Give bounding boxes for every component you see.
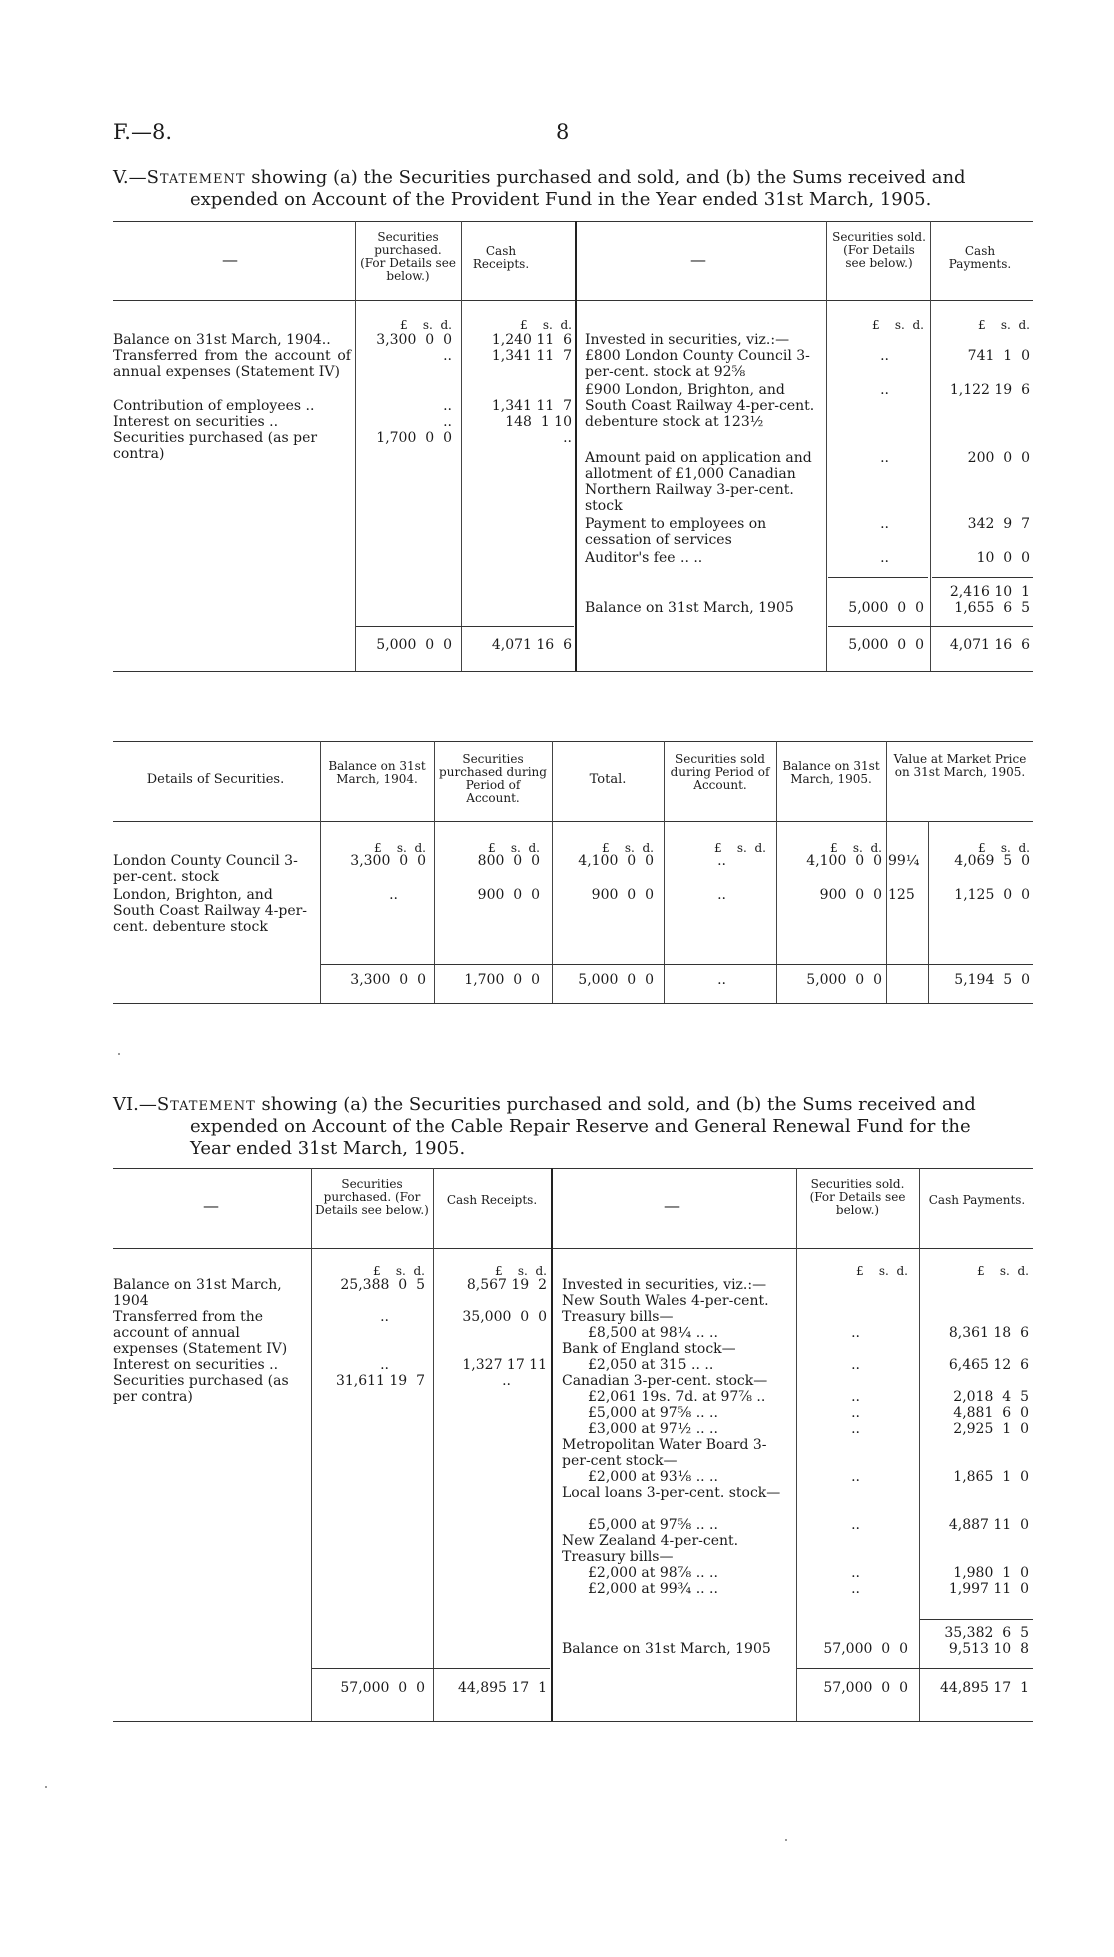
payment-label: Local loans 3-per-cent. stock— xyxy=(562,1485,781,1501)
cash-payments-value: 2,018 4 5 xyxy=(953,1389,1029,1405)
units-label: £ s. d. xyxy=(374,841,426,855)
total-securities-purchased: 5,000 0 0 xyxy=(376,637,452,653)
column-header-dash: — xyxy=(203,1196,219,1215)
top-rule xyxy=(113,741,1033,742)
securities-purchased-value: .. xyxy=(380,1309,389,1325)
securities-sold-value: .. xyxy=(851,1565,860,1581)
total-rule xyxy=(828,626,1033,627)
units-label: £ s. d. xyxy=(714,841,766,855)
statement-vi-title-line2: expended on Account of the Cable Repair Reserve and General Renewal Fund for the xyxy=(190,1116,971,1137)
column-header-dash: — xyxy=(664,1196,680,1215)
units-label: £ s. d. xyxy=(602,841,654,855)
cash-payments-value: 10 0 0 xyxy=(976,550,1030,566)
column-header-securities-sold: Securities sold. (For Details see below.) xyxy=(809,1177,906,1217)
securities-sold-value: .. xyxy=(880,450,889,466)
column-header-securities-purchased: Securities purchased. (For Details see below.) xyxy=(315,1177,429,1217)
sold-value: .. xyxy=(717,887,726,903)
header-rule xyxy=(113,300,1033,301)
title-lead: V.— xyxy=(113,167,147,188)
cash-payments-value: 1,997 11 0 xyxy=(948,1581,1029,1597)
units-label: £ s. d. xyxy=(872,318,924,332)
column-header-purchased: Securities purchased during Period of Account. xyxy=(439,752,547,805)
balance-securities-sold: 5,000 0 0 xyxy=(848,600,924,616)
units-label: £ s. d. xyxy=(400,318,452,332)
payment-label: £900 London, Brighton, and South Coast Railway 4-per-cent. debenture stock at 123½ xyxy=(585,382,815,430)
balance-cash-payments: 1,655 6 5 xyxy=(954,600,1030,616)
receipt-label: Transferred from the account of annual expenses (Statement IV) xyxy=(113,348,351,380)
market-value: 4,069 5 0 xyxy=(954,853,1030,869)
payment-label: £2,061 19s. 7d. at 97⅞ .. xyxy=(588,1389,766,1405)
scan-speck xyxy=(45,1786,47,1788)
securities-purchased-value: .. xyxy=(443,348,452,364)
units-label: £ s. d. xyxy=(978,318,1030,332)
receipt-label: Balance on 31st March, 1904.. xyxy=(113,332,331,348)
col-divider xyxy=(461,221,462,671)
statement-v-title xyxy=(113,168,1033,188)
cash-payments-value: 741 1 0 xyxy=(967,348,1030,364)
total-balance-1904: 3,300 0 0 xyxy=(350,972,426,988)
column-header-market-value: Value at Market Price on 31st March, 1905. xyxy=(893,752,1027,779)
top-rule xyxy=(113,1168,1033,1169)
total-rule xyxy=(312,1668,550,1669)
securities-sold-value: .. xyxy=(880,348,889,364)
column-header-balance-1905: Balance on 31st March, 1905. xyxy=(782,759,880,786)
total-cash-receipts: 44,895 17 1 xyxy=(457,1680,547,1696)
securities-purchased-value: 31,611 19 7 xyxy=(335,1373,425,1389)
cash-payments-value: 1,122 19 6 xyxy=(949,382,1030,398)
payment-label: £2,000 at 98⅞ .. .. xyxy=(588,1565,718,1581)
statement-v-title-line2: expended on Account of the Provident Fund in the Year ended 31st March, 1905. xyxy=(190,189,932,210)
cash-receipts-value: 1,327 17 11 xyxy=(462,1357,547,1373)
col-divider xyxy=(928,821,929,1003)
column-header-sold: Securities sold during Period of Account. xyxy=(670,752,770,792)
total-value: 900 0 0 xyxy=(591,887,654,903)
market-price: 125 xyxy=(888,887,915,903)
security-label: London County Council 3-per-cent. stock xyxy=(113,853,298,885)
title-text: showing (a) the Securities purchased and sold, and (b) the Sums received and xyxy=(255,1094,976,1115)
cash-payments-value: 200 0 0 xyxy=(967,450,1030,466)
column-header-balance-1904: Balance on 31st March, 1904. xyxy=(328,759,426,786)
col-divider xyxy=(355,221,356,671)
payment-label: Amount paid on application and allotment of £1,000 Canadian Northern Railway 3-per-cent. stock xyxy=(585,450,812,514)
cash-receipts-value: 1,240 11 6 xyxy=(491,332,572,348)
securities-purchased-value: 25,388 0 5 xyxy=(340,1277,425,1293)
top-rule xyxy=(113,221,1033,222)
cash-payments-value: 8,361 18 6 xyxy=(948,1325,1029,1341)
subtotal-rule xyxy=(920,1619,1033,1620)
balance-cash-payments: 9,513 10 8 xyxy=(948,1641,1029,1657)
payment-label: £2,000 at 93⅛ .. .. xyxy=(588,1469,718,1485)
total-cash-payments: 44,895 17 1 xyxy=(939,1680,1029,1696)
scan-speck xyxy=(118,1053,120,1055)
column-header-cash-payments: Cash Payments. xyxy=(948,244,1012,271)
cash-payments-value: 4,887 11 0 xyxy=(948,1517,1029,1533)
receipt-label: Securities purchased (as per contra) xyxy=(113,430,318,462)
header-rule xyxy=(113,1248,1033,1249)
securities-sold-value: .. xyxy=(851,1405,860,1421)
page-number: 8 xyxy=(556,120,570,144)
col-divider xyxy=(930,221,931,671)
scan-speck xyxy=(785,1839,787,1841)
balance-1904-value: .. xyxy=(389,887,398,903)
receipt-label: Interest on securities .. xyxy=(113,414,279,430)
payment-label: £8,500 at 98¼ .. .. xyxy=(588,1325,718,1341)
cash-receipts-value: 35,000 0 0 xyxy=(462,1309,547,1325)
statement-vi-title-line3: Year ended 31st March, 1905. xyxy=(190,1138,466,1159)
bottom-rule xyxy=(113,671,1033,672)
cash-receipts-value: .. xyxy=(563,430,572,446)
payment-label: Metropolitan Water Board 3-per-cent stock— xyxy=(562,1437,767,1469)
balance-securities-sold: 57,000 0 0 xyxy=(823,1641,908,1657)
cash-receipts-value: 148 1 10 xyxy=(505,414,572,430)
total-value: 4,100 0 0 xyxy=(578,853,654,869)
col-divider xyxy=(433,1168,434,1721)
receipt-label: Transferred from the account of annual expenses (Statement IV) xyxy=(113,1309,288,1357)
column-header-securities-purchased: Securities purchased. (For Details see below.) xyxy=(360,230,456,283)
purchased-value: 800 0 0 xyxy=(477,853,540,869)
cash-receipts-value: 8,567 19 2 xyxy=(466,1277,547,1293)
market-value: 1,125 0 0 xyxy=(954,887,1030,903)
center-divider xyxy=(575,221,577,671)
total-rule xyxy=(797,1668,1033,1669)
securities-sold-value: .. xyxy=(851,1421,860,1437)
bottom-rule xyxy=(113,1721,1033,1722)
units-label: £ s. d. xyxy=(373,1264,425,1278)
securities-sold-value: .. xyxy=(851,1581,860,1597)
securities-purchased-value: .. xyxy=(443,414,452,430)
payment-label: Auditor's fee .. .. xyxy=(585,550,703,566)
total-securities-sold: 57,000 0 0 xyxy=(823,1680,908,1696)
receipt-label: Securities purchased (as per contra) xyxy=(113,1373,289,1405)
bottom-rule xyxy=(113,1003,1033,1004)
title-lead: VI.— xyxy=(113,1094,157,1115)
cash-payments-subtotal: 2,416 10 1 xyxy=(949,584,1030,600)
securities-sold-value: .. xyxy=(880,516,889,532)
units-label: £ s. d. xyxy=(978,841,1030,855)
col-divider xyxy=(796,1168,797,1721)
column-header-cash-payments: Cash Payments. xyxy=(928,1193,1026,1207)
cash-payments-value: 1,865 1 0 xyxy=(953,1469,1029,1485)
column-header-total: Total. xyxy=(589,772,627,787)
units-label: £ s. d. xyxy=(977,1264,1029,1278)
payment-label: Invested in securities, viz.:— xyxy=(562,1277,767,1293)
payment-label: £800 London County Council 3-per-cent. stock at 92⅝ xyxy=(585,348,810,380)
purchased-value: 900 0 0 xyxy=(477,887,540,903)
total-rule xyxy=(356,626,574,627)
cash-payments-value: 4,881 6 0 xyxy=(953,1405,1029,1421)
total-securities-purchased: 57,000 0 0 xyxy=(340,1680,425,1696)
cash-receipts-value: 1,341 11 7 xyxy=(491,398,572,414)
securities-purchased-value: 3,300 0 0 xyxy=(376,332,452,348)
security-label: London, Brighton, and South Coast Railway 4-per-cent. debenture stock xyxy=(113,887,308,935)
securities-purchased-value: 1,700 0 0 xyxy=(376,430,452,446)
securities-sold-value: .. xyxy=(851,1357,860,1373)
payment-label: New South Wales 4-per-cent. Treasury bills— xyxy=(562,1293,769,1325)
total-rule xyxy=(321,964,1033,965)
payment-label: Bank of England stock— xyxy=(562,1341,736,1357)
cash-payments-value: 342 9 7 xyxy=(967,516,1030,532)
cash-receipts-value: .. xyxy=(502,1373,511,1389)
column-header-dash: — xyxy=(222,250,238,269)
balance-1905-value: 4,100 0 0 xyxy=(806,853,882,869)
subtotal-rule xyxy=(828,577,928,578)
securities-sold-value: .. xyxy=(851,1325,860,1341)
title-keyword: Statement xyxy=(146,167,246,188)
payment-label: £3,000 at 97½ .. .. xyxy=(588,1421,718,1437)
cash-payments-value: 1,980 1 0 xyxy=(953,1565,1029,1581)
units-label: £ s. d. xyxy=(488,841,540,855)
total-cash-receipts: 4,071 16 6 xyxy=(491,637,572,653)
receipt-label: Interest on securities .. xyxy=(113,1357,279,1373)
column-header-details: Details of Securities. xyxy=(146,772,285,787)
cash-payments-subtotal: 35,382 6 5 xyxy=(944,1625,1029,1641)
units-label: £ s. d. xyxy=(856,1264,908,1278)
total-cash-payments: 4,071 16 6 xyxy=(949,637,1030,653)
column-header-cash-receipts: Cash Receipts. xyxy=(472,244,530,271)
units-label: £ s. d. xyxy=(495,1264,547,1278)
receipt-label: Contribution of employees .. xyxy=(113,398,315,414)
cash-payments-value: 6,465 12 6 xyxy=(948,1357,1029,1373)
column-header-cash-receipts: Cash Receipts. xyxy=(446,1193,538,1207)
payment-label: Payment to employees on cessation of services xyxy=(585,516,767,548)
payment-label: £2,050 at 315 .. .. xyxy=(588,1357,714,1373)
col-divider xyxy=(826,221,827,671)
securities-sold-value: .. xyxy=(880,550,889,566)
securities-sold-value: .. xyxy=(851,1517,860,1533)
column-header-dash: — xyxy=(690,250,706,269)
column-header-securities-sold: Securities sold. (For Details see below.) xyxy=(832,230,926,270)
col-divider xyxy=(311,1168,312,1721)
securities-sold-value: .. xyxy=(880,382,889,398)
units-label: £ s. d. xyxy=(830,841,882,855)
center-divider xyxy=(551,1168,553,1721)
col-divider xyxy=(919,1168,920,1721)
units-label: £ s. d. xyxy=(520,318,572,332)
securities-sold-value: .. xyxy=(851,1469,860,1485)
total-securities-sold: 5,000 0 0 xyxy=(848,637,924,653)
balance-label: Balance on 31st March, 1905 xyxy=(562,1641,771,1657)
statement-vi-title xyxy=(113,1095,1033,1115)
header-rule xyxy=(113,821,1033,822)
subtotal-rule xyxy=(932,577,1033,578)
receipt-label: Balance on 31st March, 1904 xyxy=(113,1277,282,1309)
securities-sold-value: .. xyxy=(851,1389,860,1405)
market-price: 99¼ xyxy=(888,853,920,869)
document-reference: F.—8. xyxy=(113,120,173,144)
balance-label: Balance on 31st March, 1905 xyxy=(585,600,794,616)
total-purchased: 1,700 0 0 xyxy=(464,972,540,988)
cash-payments-value: 2,925 1 0 xyxy=(953,1421,1029,1437)
balance-1904-value: 3,300 0 0 xyxy=(350,853,426,869)
balance-1905-value: 900 0 0 xyxy=(819,887,882,903)
payment-label: £5,000 at 97⅝ .. .. xyxy=(588,1517,718,1533)
total-balance-1905: 5,000 0 0 xyxy=(806,972,882,988)
securities-purchased-value: .. xyxy=(380,1357,389,1373)
total-total: 5,000 0 0 xyxy=(578,972,654,988)
title-text: showing (a) the Securities purchased and sold, and (b) the Sums received and xyxy=(245,167,966,188)
payment-label: Canadian 3-per-cent. stock— xyxy=(562,1373,768,1389)
payment-label: New Zealand 4-per-cent. Treasury bills— xyxy=(562,1533,739,1565)
sold-value: .. xyxy=(717,853,726,869)
title-keyword: Statement xyxy=(156,1094,256,1115)
payment-label: Invested in securities, viz.:— xyxy=(585,332,790,348)
securities-purchased-value: .. xyxy=(443,398,452,414)
payment-label: £2,000 at 99¾ .. .. xyxy=(588,1581,718,1597)
total-market-value: 5,194 5 0 xyxy=(954,972,1030,988)
payment-label: £5,000 at 97⅝ .. .. xyxy=(588,1405,718,1421)
cash-receipts-value: 1,341 11 7 xyxy=(491,348,572,364)
total-sold: .. xyxy=(717,972,726,988)
